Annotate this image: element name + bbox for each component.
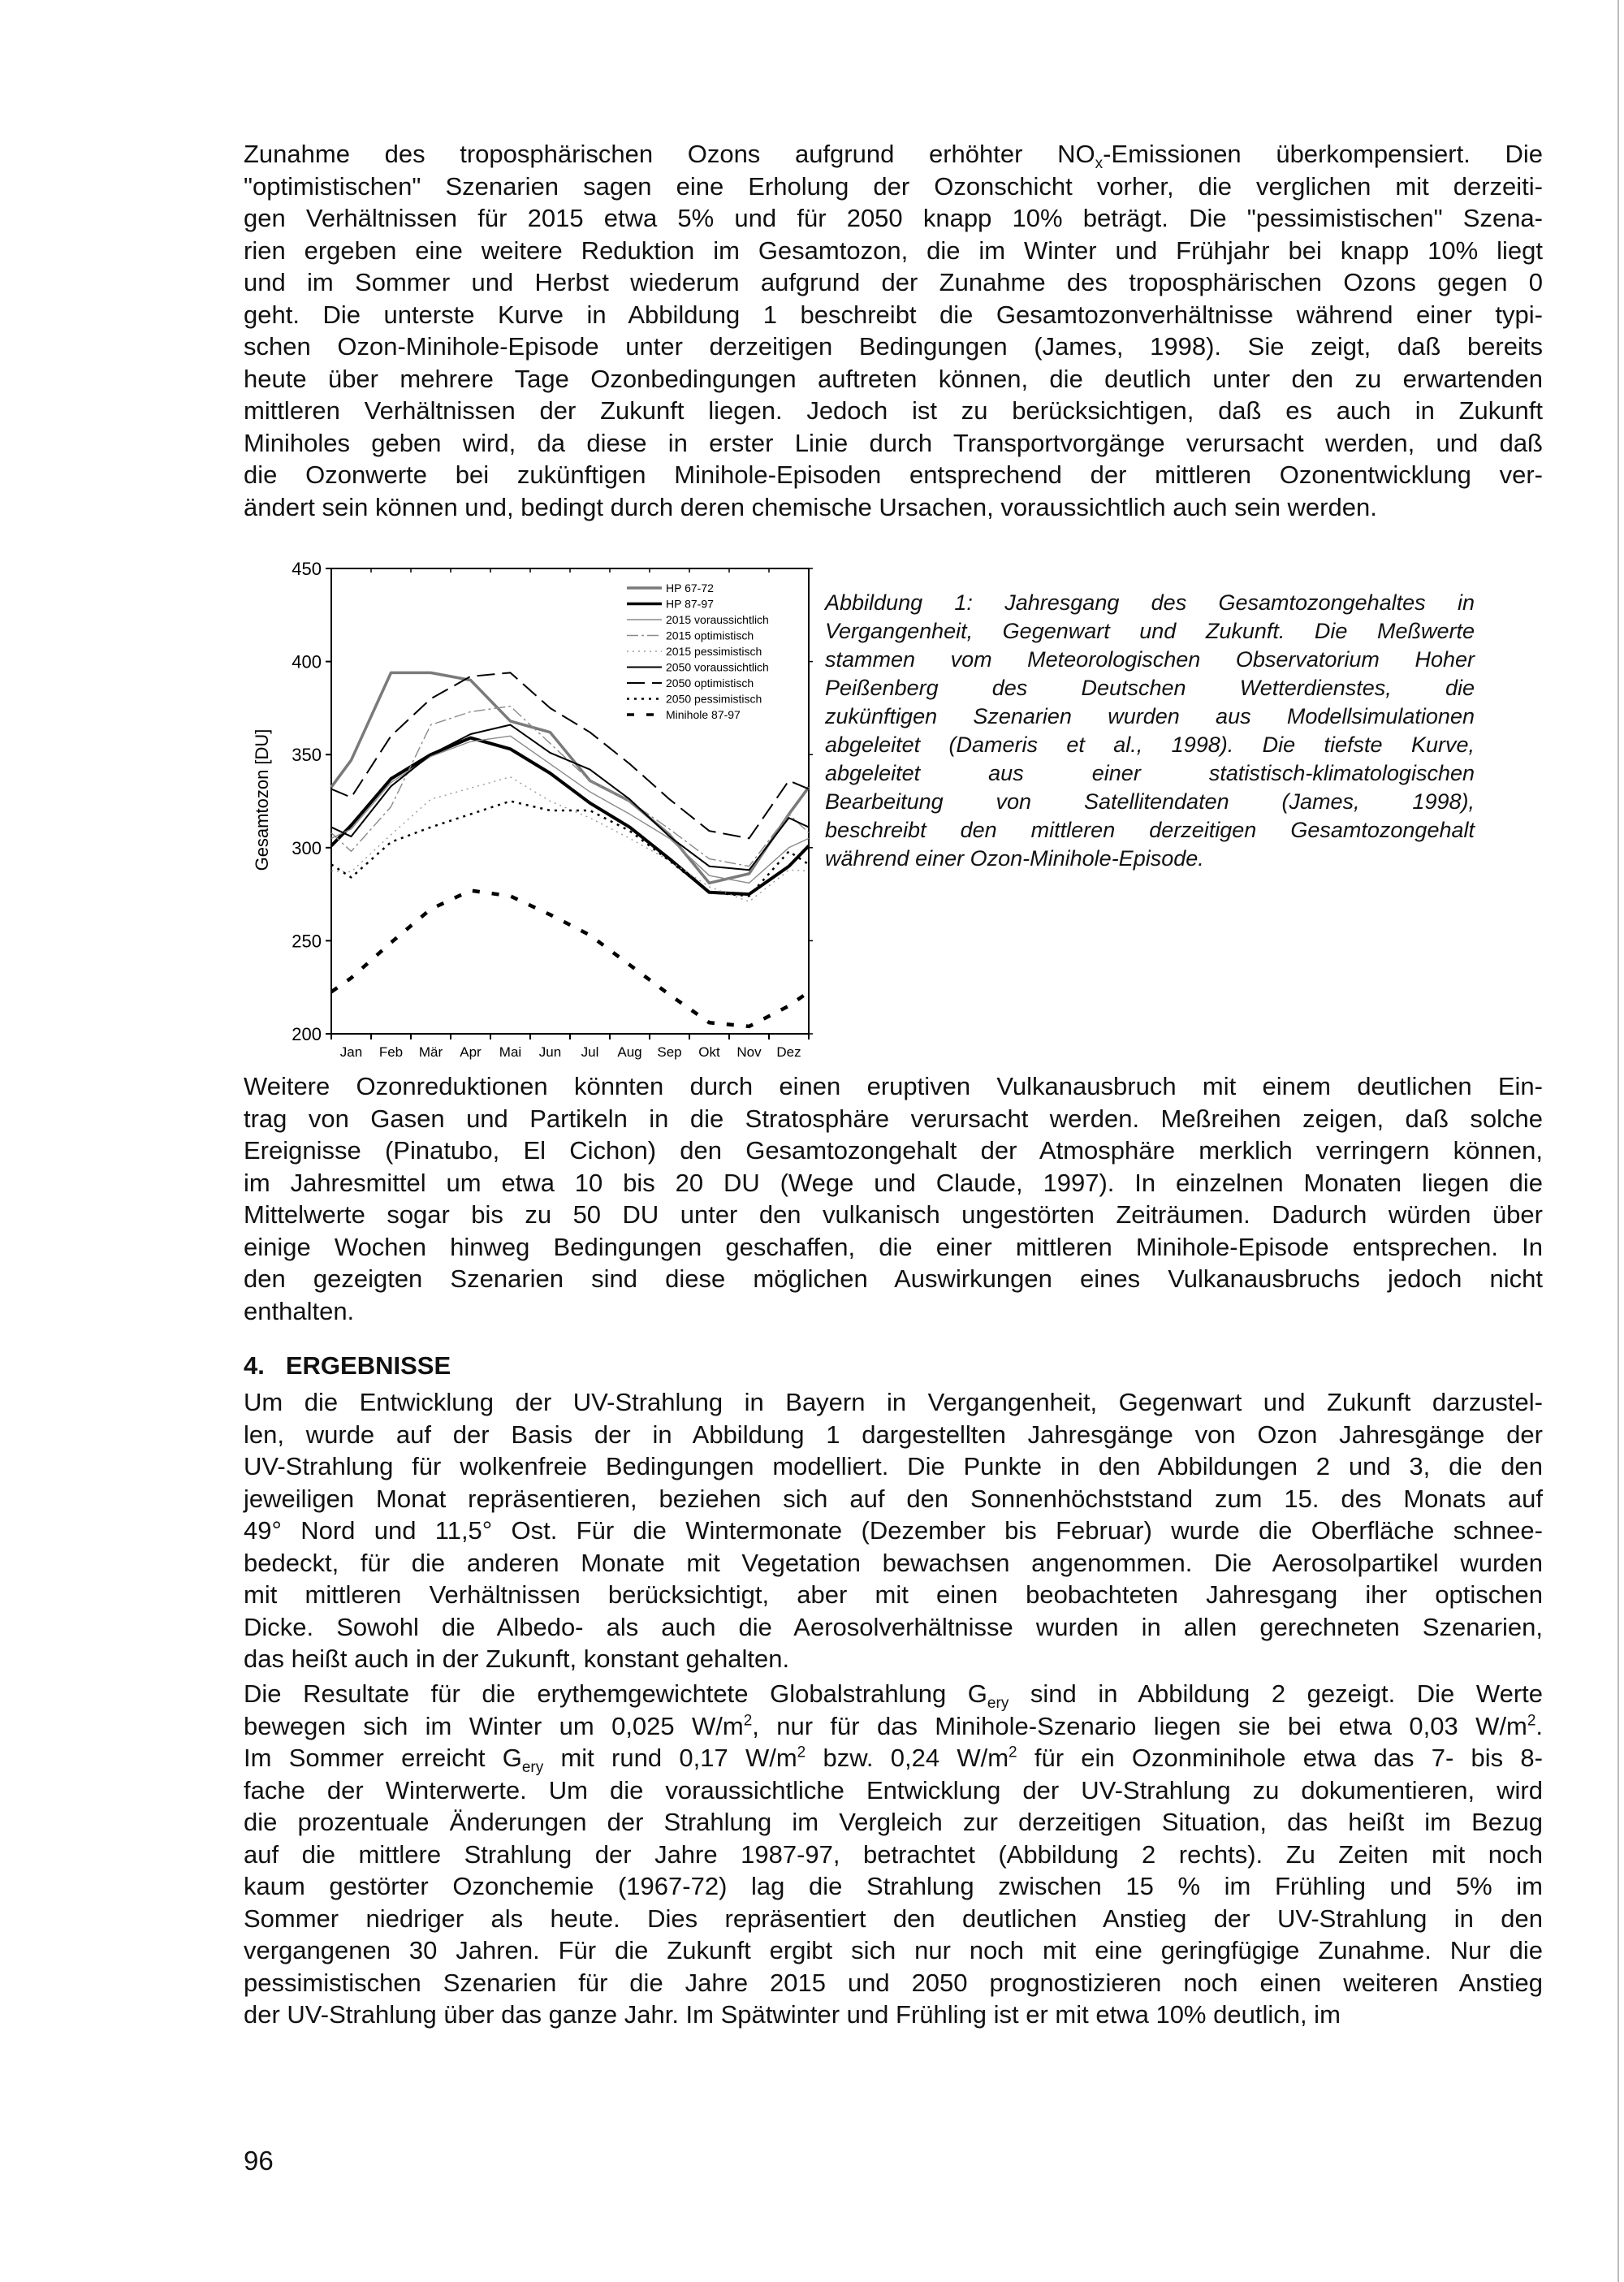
text-segment: "optimistischen" Szenarien sagen eine Erholung der Ozonschicht vorher, die verglichen mit derzeiti-	[244, 171, 1543, 201]
y-tick-label: 400	[292, 651, 322, 672]
x-tick-label: Jun	[538, 1044, 562, 1060]
text-segment: beschreibt den mittleren derzeitigen Gesamtozongehalt	[825, 818, 1475, 842]
x-tick-label: Mai	[499, 1044, 522, 1060]
y-tick-label: 200	[292, 1024, 322, 1044]
legend-label: 2015 voraussichtlich	[666, 613, 769, 626]
text-segment: mit mittleren Verhältnissen berücksichtigt, aber mit einen beobachteten Jahresgang iher optischen	[244, 1580, 1543, 1609]
text-line	[244, 395, 1543, 427]
y-tick-label: 300	[292, 837, 322, 858]
text-line	[244, 1579, 1543, 1611]
text-segment: 49° Nord und 11,5° Ost. Für die Wintermonate (Dezember bis Februar) wurde die Oberfläche schnee-	[244, 1516, 1543, 1545]
text-line	[244, 1967, 1543, 1999]
ozone-chart	[244, 552, 828, 1080]
x-tick-label: Apr	[460, 1044, 482, 1060]
text-segment: mit rund 0,17 W/m	[543, 1744, 797, 1772]
x-tick-label: Jul	[581, 1044, 599, 1060]
x-tick-label: Sep	[657, 1044, 682, 1060]
text-line	[244, 1934, 1543, 1967]
text-segment: trag von Gasen und Partikeln in die Stratosphäre verursacht werden. Meßreihen zeigen, daß solche	[244, 1104, 1543, 1133]
text-segment: die prozentuale Änderungen der Strahlung im Vergleich zur derzeitigen Situation, das heißt im Bezug	[244, 1808, 1543, 1836]
x-tick-label: Aug	[617, 1044, 642, 1060]
text-segment: sind in Abbildung 2 gezeigt. Die Werte	[1009, 1679, 1543, 1708]
text-line	[825, 731, 1475, 759]
text-line	[244, 331, 1543, 363]
x-tick-label: Okt	[698, 1044, 720, 1060]
figure-caption	[825, 589, 1475, 873]
x-tick-label: Nov	[736, 1044, 762, 1060]
text-segment: Sommer niedriger als heute. Dies repräsentiert den deutlichen Anstieg der UV-Strahlung in den	[244, 1904, 1543, 1933]
text-segment: das heißt auch in der Zukunft, konstant gehalten.	[244, 1645, 790, 1673]
text-line	[244, 1135, 1543, 1167]
text-segment: UV-Strahlung für wolkenfreie Bedingungen modelliert. Die Punkte in den Abbildungen 2 und 3, die den	[244, 1452, 1543, 1480]
text-line	[825, 589, 1475, 617]
text-line	[244, 1263, 1543, 1295]
text-segment: Ereignisse (Pinatubo, El Cichon) den Gesamtozongehalt der Atmosphäre merklich verringern können,	[244, 1136, 1543, 1165]
text-line	[244, 491, 1543, 524]
legend-label: 2050 optimistisch	[666, 676, 754, 689]
paragraph-4	[244, 1678, 1543, 2031]
subscript: ery	[521, 1759, 544, 1777]
text-line	[244, 1806, 1543, 1839]
text-line	[244, 1678, 1543, 1713]
subscript: x	[1095, 155, 1104, 173]
paragraph-3	[244, 1386, 1543, 1675]
x-tick-label: Jan	[339, 1044, 363, 1060]
legend-label: 2050 pessimistisch	[666, 692, 762, 706]
x-tick-label: Feb	[378, 1044, 404, 1060]
text-segment: Vergangenheit, Gegenwart und Zukunft. Die Meßwerte	[825, 619, 1475, 643]
text-line	[244, 1231, 1543, 1264]
text-segment: pessimistischen Szenarien für die Jahre 2015 und 2050 prognostizieren noch einen weiteren Anstieg	[244, 1968, 1543, 1997]
text-segment: jeweiligen Monat repräsentieren, beziehen sich auf den Sonnenhöchststand zum 15. des Monats auf	[244, 1484, 1543, 1513]
text-line	[244, 1774, 1543, 1807]
text-segment: und im Sommer und Herbst wiederum aufgrund der Zunahme des troposphärischen Ozons gegen 0	[244, 268, 1543, 296]
text-segment: abgeleitet (Dameris et al., 1998). Die tiefste Kurve,	[825, 733, 1475, 757]
text-segment: Um die Entwicklung der UV-Strahlung in Bayern in Vergangenheit, Gegenwart und Zukunft darzustel-	[244, 1388, 1543, 1416]
text-segment: stammen vom Meteorologischen Observatorium Hoher	[825, 647, 1475, 672]
text-segment: enthalten.	[244, 1296, 355, 1325]
text-line	[244, 1839, 1543, 1871]
text-line	[244, 1450, 1543, 1483]
series-line-2050-voraussichtlich	[331, 725, 809, 871]
scan-edge-line	[1618, 0, 1619, 2282]
superscript: 2	[797, 1744, 806, 1761]
text-segment: der UV-Strahlung über das ganze Jahr. Im Spätwinter und Frühling ist er mit etwa 10% deutlich, im	[244, 2000, 1341, 2029]
text-segment: vergangenen 30 Jahren. Für die Zukunft ergibt sich nur noch mit eine geringfügige Zunahme. Nur die	[244, 1936, 1543, 1964]
legend-label: HP 67-72	[666, 581, 714, 594]
text-line	[825, 816, 1475, 845]
text-line	[244, 1386, 1543, 1419]
y-tick-label: 250	[292, 931, 322, 952]
text-line	[244, 1199, 1543, 1231]
legend-label: 2015 pessimistisch	[666, 645, 762, 658]
text-segment: kaum gestörter Ozonchemie (1967-72) lag die Strahlung zwischen 15 % im Frühling und 5% im	[244, 1872, 1543, 1900]
page-number: 96	[244, 2146, 274, 2176]
text-segment: die Ozonwerte bei zukünftigen Minihole-Episoden entsprechend der mittleren Ozonentwicklung ver-	[244, 460, 1543, 489]
text-segment: geht. Die unterste Kurve in Abbildung 1 beschreibt die Gesamtozonverhältnisse während einer typi-	[244, 300, 1543, 329]
text-line	[244, 1547, 1543, 1580]
text-segment: heute über mehrere Tage Ozonbedingungen auftreten können, die deutlich unter den zu erwartenden	[244, 364, 1543, 393]
text-line	[244, 1070, 1543, 1103]
text-line	[244, 171, 1543, 203]
text-segment: schen Ozon-Minihole-Episode unter derzeitigen Bedingungen (James, 1998). Sie zeigt, daß bereits	[244, 332, 1543, 361]
text-segment: bewegen sich im Winter um 0,025 W/m	[244, 1711, 744, 1740]
paragraph-2	[244, 1070, 1543, 1327]
text-segment: Zunahme des troposphärischen Ozons aufgrund erhöhter NO	[244, 140, 1095, 168]
text-line	[244, 363, 1543, 395]
text-segment: Mittelwerte sogar bis zu 50 DU unter den vulkanisch ungestörten Zeiträumen. Dadurch würden über	[244, 1200, 1543, 1229]
text-line	[244, 1611, 1543, 1644]
text-segment: zukünftigen Szenarien wurden aus Modellsimulationen	[825, 704, 1475, 728]
y-axis-label: Gesamtozon [DU]	[252, 728, 272, 871]
text-segment: mittleren Verhältnissen der Zukunft liegen. Jedoch ist zu berücksichtigen, daß es auch in Zukunft	[244, 396, 1543, 425]
text-line	[244, 1643, 1543, 1675]
text-segment: ändert sein können und, bedingt durch deren chemische Ursachen, voraussichtlich auch sein werden.	[244, 492, 1377, 521]
section-heading	[244, 1350, 472, 1382]
text-segment: Peißenberg des Deutschen Wetterdienstes, die	[825, 676, 1475, 700]
text-line	[244, 1710, 1543, 1743]
text-line	[825, 674, 1475, 702]
text-line	[244, 1515, 1543, 1547]
text-segment: während einer Ozon-Minihole-Episode.	[825, 846, 1204, 871]
text-line	[244, 427, 1543, 460]
text-segment: auf die mittlere Strahlung der Jahre 1987-97, betrachtet (Abbildung 2 rechts). Zu Zeiten mit noch	[244, 1839, 1543, 1869]
text-line	[244, 1419, 1543, 1451]
series-line-minihole-87-97	[331, 891, 809, 1026]
x-tick-label: Mär	[418, 1044, 443, 1060]
legend-label: 2050 voraussichtlich	[666, 660, 769, 674]
text-segment: für ein Ozonminihole etwa das 7- bis 8-	[1017, 1744, 1543, 1772]
legend-label: Minihole 87-97	[666, 708, 741, 721]
text-segment: gen Verhältnissen für 2015 etwa 5% und für 2050 knapp 10% beträgt. Die "pessimistischen" Szena-	[244, 204, 1543, 232]
text-segment: Bearbeitung von Satellitendaten (James, 1998),	[825, 789, 1475, 814]
text-segment: Abbildung 1: Jahresgang des Gesamtozongehaltes in	[825, 590, 1475, 615]
text-line	[244, 1742, 1543, 1777]
subscript: ery	[987, 1695, 1009, 1713]
section-number: 4.	[244, 1351, 265, 1380]
text-line	[825, 788, 1475, 816]
text-line	[244, 202, 1543, 235]
text-segment: Weitere Ozonreduktionen könnten durch einen eruptiven Vulkanausbruch mit einem deutlichen Ein-	[244, 1072, 1543, 1100]
section-title: ERGEBNISSE	[285, 1351, 451, 1380]
text-segment: Miniholes geben wird, da diese in erster Linie durch Transportvorgänge verursacht werden, und daß	[244, 428, 1543, 457]
text-line	[244, 1295, 1543, 1328]
text-line	[244, 138, 1543, 171]
superscript: 2	[1527, 1712, 1536, 1730]
x-tick-label: Dez	[776, 1044, 801, 1060]
text-line	[825, 702, 1475, 731]
text-segment: bzw. 0,24 W/m	[806, 1744, 1009, 1772]
text-line	[244, 1483, 1543, 1515]
text-line	[244, 299, 1543, 331]
text-line	[244, 1999, 1543, 2031]
paragraph-1	[244, 138, 1543, 523]
text-segment: den gezeigten Szenarien sind diese möglichen Auswirkungen eines Vulkanausbruchs jedoch nicht	[244, 1264, 1543, 1293]
text-segment: -Emissionen überkompensiert. Die	[1103, 140, 1543, 168]
text-line	[244, 1103, 1543, 1135]
text-segment: , nur für das Minihole-Szenario liegen sie bei etwa 0,03 W/m	[752, 1711, 1527, 1740]
text-segment: bedeckt, für die anderen Monate mit Vegetation bewachsen angenommen. Die Aerosolpartikel wurden	[244, 1548, 1543, 1577]
text-line	[825, 759, 1475, 788]
superscript: 2	[743, 1712, 753, 1730]
y-tick-label: 350	[292, 745, 322, 766]
text-segment: .	[1535, 1711, 1544, 1740]
legend-label: HP 87-97	[666, 597, 714, 611]
text-line	[244, 459, 1543, 491]
legend-label: 2015 optimistisch	[666, 629, 754, 642]
text-segment: rien ergeben eine weitere Reduktion im Gesamtozon, die im Winter und Frühjahr bei knapp 10% liegt	[244, 236, 1543, 265]
y-tick-label: 450	[292, 559, 322, 579]
text-segment: fache der Winterwerte. Um die voraussichtliche Entwicklung der UV-Strahlung zu dokumentieren, wird	[244, 1775, 1543, 1804]
text-line	[244, 266, 1543, 299]
series-line-2015-pessimistisch	[331, 777, 809, 902]
text-line	[244, 235, 1543, 267]
text-segment: Im Sommer erreicht G	[244, 1744, 522, 1772]
text-segment: len, wurde auf der Basis der in Abbildung 1 dargestellten Jahresgänge von Ozon Jahresgänge der	[244, 1420, 1543, 1449]
text-segment: einige Wochen hinweg Bedingungen geschaffen, die einer mittleren Minihole-Episode entsprechen. In	[244, 1232, 1543, 1261]
text-line	[244, 1870, 1543, 1903]
text-segment: abgeleitet aus einer statistisch-klimatologischen	[825, 761, 1475, 785]
text-segment: im Jahresmittel um etwa 10 bis 20 DU (Wege und Claude, 1997). In einzelnen Monaten liegen die	[244, 1168, 1543, 1197]
text-line	[244, 1167, 1543, 1199]
superscript: 2	[1009, 1744, 1017, 1761]
series-line-2050-pessimistisch	[331, 802, 809, 897]
text-line	[244, 1903, 1543, 1935]
text-segment: Dicke. Sowohl die Albedo- als auch die Aerosolverhältnisse wurden in allen gerechneten Szenarien,	[244, 1612, 1543, 1641]
text-segment: Die Resultate für die erythemgewichtete Globalstrahlung G	[244, 1679, 987, 1708]
text-line	[825, 617, 1475, 646]
text-line	[825, 646, 1475, 674]
text-line	[825, 845, 1475, 873]
